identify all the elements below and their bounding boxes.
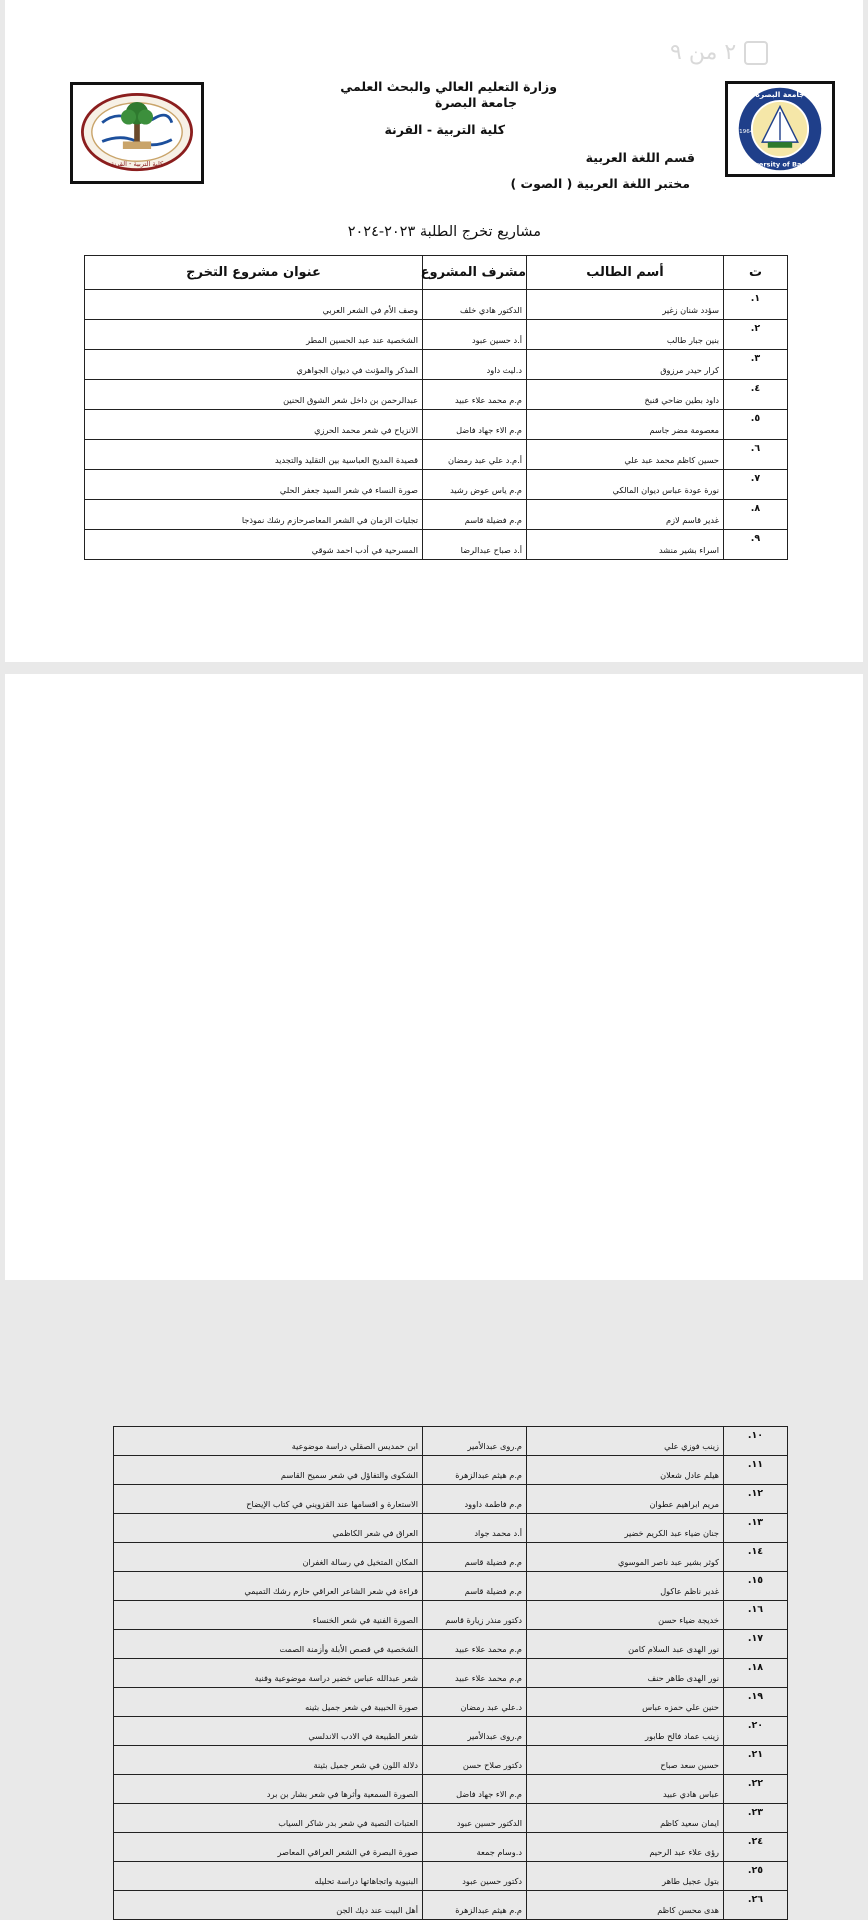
table-row — [114, 1775, 788, 1804]
row-number: ١٤. — [724, 1543, 788, 1572]
supervisor-name: م.روى عبدالأمير — [423, 1717, 527, 1746]
table-row — [114, 1630, 788, 1659]
ministry-name: وزارة التعليم العالي والبحث العلمي — [340, 79, 557, 94]
supervisor-name: دكتور صلاح حسن — [423, 1746, 527, 1775]
supervisor-name: د.ليث داود — [423, 350, 527, 380]
student-name: حسين كاظم محمد عبد علي — [527, 440, 724, 470]
student-name: حنين علي حمزه عباس — [527, 1688, 724, 1717]
supervisor-name: م.م هيثم عبدالزهرة — [423, 1456, 527, 1485]
column-header-supervisor: مشرف المشروع — [423, 256, 527, 290]
table-row — [85, 380, 788, 410]
row-number: ١٥. — [724, 1572, 788, 1601]
table-row — [114, 1601, 788, 1630]
project-title: الصورة السمعية وأثرها في شعر بشار بن برد — [114, 1775, 423, 1804]
row-number: ١٣. — [724, 1514, 788, 1543]
project-title: الشخصية عند عبد الحسين المطر — [85, 320, 423, 350]
supervisor-name: أ.د صباح عبدالرضا — [423, 530, 527, 560]
table-row — [114, 1862, 788, 1891]
row-number: ٤. — [724, 380, 788, 410]
university-logo — [725, 81, 835, 177]
student-name: نور الهدى عبد السلام كامن — [527, 1630, 724, 1659]
table-row — [85, 350, 788, 380]
supervisor-name: م.م الاء جهاد فاضل — [423, 1775, 527, 1804]
supervisor-name: م.م محمد علاء عبيد — [423, 1630, 527, 1659]
project-title: صورة النساء في شعر السيد جعفر الحلي — [85, 470, 423, 500]
table-row — [85, 530, 788, 560]
row-number: ١٩. — [724, 1688, 788, 1717]
project-title: العتبات النصية في شعر بدر شاكر السياب — [114, 1804, 423, 1833]
row-number: ٢٠. — [724, 1717, 788, 1746]
project-title: المسرحية في أدب احمد شوقي — [85, 530, 423, 560]
college-name: كلية التربية - القرنة — [384, 122, 505, 137]
table-header-row — [85, 256, 788, 290]
project-title: أهل البيت عند ديك الجن — [114, 1891, 423, 1920]
project-title: قراءة في شعر الشاعر العراقي حازم رشك التميمي — [114, 1572, 423, 1601]
project-title: صورة الحبيبة في شعر جميل بثينه — [114, 1688, 423, 1717]
row-number: ٣. — [724, 350, 788, 380]
supervisor-name: م.م ياس عوض رشيد — [423, 470, 527, 500]
table-row — [114, 1485, 788, 1514]
supervisor-name: د.وسام جمعة — [423, 1833, 527, 1862]
document-title: مشاريع تخرج الطلبة ٢٠٢٣-٢٠٢٤ — [347, 224, 541, 240]
project-title: شعر عبدالله عباس خضير دراسة موضوعية وفنية — [114, 1659, 423, 1688]
student-name: هدى محسن كاظم — [527, 1891, 724, 1920]
student-name: زينب عماد فالح طابور — [527, 1717, 724, 1746]
project-title: الانزياح في شعر محمد الحرزي — [85, 410, 423, 440]
student-name: جنان ضياء عبد الكريم خضير — [527, 1514, 724, 1543]
supervisor-name: أ.م.د علي عبد رمضان — [423, 440, 527, 470]
row-number: ٩. — [724, 530, 788, 560]
row-number: ٧. — [724, 470, 788, 500]
table-row — [85, 500, 788, 530]
table-row — [114, 1717, 788, 1746]
row-number: ٢٥. — [724, 1862, 788, 1891]
table-row — [114, 1514, 788, 1543]
row-number: ٦. — [724, 440, 788, 470]
row-number: ٢. — [724, 320, 788, 350]
student-name: سؤدد شنان زغير — [527, 290, 724, 320]
row-number: ٢٢. — [724, 1775, 788, 1804]
row-number: ١٧. — [724, 1630, 788, 1659]
row-number: ٢١. — [724, 1746, 788, 1775]
university-logo-year: 1964 — [739, 128, 754, 135]
supervisor-name: أ.د حسين عبود — [423, 320, 527, 350]
table-row — [114, 1688, 788, 1717]
supervisor-name: د.علي عبد رمضان — [423, 1688, 527, 1717]
column-header-student: أسم الطالب — [527, 256, 724, 290]
row-number: ٨. — [724, 500, 788, 530]
column-header-num: ت — [724, 256, 788, 290]
supervisor-name: م.م هيثم عبدالزهرة — [423, 1891, 527, 1920]
page-indicator-text: ٢ من ٩ — [670, 40, 737, 65]
project-title: المذكر والمؤنث في ديوان الجواهري — [85, 350, 423, 380]
university-logo-english-text: University of Basrah — [742, 160, 818, 169]
university-logo-arabic-text: جامعة البصرة — [755, 90, 805, 100]
project-title: صورة البصرة في الشعر العراقي المعاصر — [114, 1833, 423, 1862]
project-title: وصف الأم في الشعر العربي — [85, 290, 423, 320]
table-row — [85, 410, 788, 440]
table-row — [114, 1746, 788, 1775]
supervisor-name: م.م فضيلة قاسم — [423, 1572, 527, 1601]
project-title: البنيوية واتجاهاتها دراسة تحليله — [114, 1862, 423, 1891]
lab-name: مختبر اللغة العربية ( الصوت ) — [510, 176, 690, 191]
student-name: كوثر بشير عبد ناصر الموسوي — [527, 1543, 724, 1572]
university-name: جامعة البصرة — [435, 95, 517, 110]
student-name: عباس هادي عبيد — [527, 1775, 724, 1804]
row-number: ١١. — [724, 1456, 788, 1485]
table-row — [85, 440, 788, 470]
table-row — [114, 1456, 788, 1485]
table-row — [114, 1833, 788, 1862]
supervisor-name: م.م فضيلة قاسم — [423, 500, 527, 530]
student-name: زينب فوزي علي — [527, 1427, 724, 1456]
table-row — [85, 470, 788, 500]
student-name: خديجة ضياء حسن — [527, 1601, 724, 1630]
student-name: معصومة مضر جاسم — [527, 410, 724, 440]
student-name: رؤى علاء عبد الرحيم — [527, 1833, 724, 1862]
table-row — [85, 320, 788, 350]
university-emblem-icon — [728, 84, 832, 174]
document-page-1 — [5, 0, 863, 662]
row-number: ١. — [724, 290, 788, 320]
project-title: الاستعارة و اقسامها عند القزويني في كتاب الإيضاح — [114, 1485, 423, 1514]
student-name: اسراء بشير منشد — [527, 530, 724, 560]
college-emblem-icon — [73, 85, 201, 181]
project-title: الشكوى والتفاؤل في شعر سميح القاسم — [114, 1456, 423, 1485]
project-title: الصورة الفنية في شعر الخنساء — [114, 1601, 423, 1630]
student-name: مريم ابراهيم عطوان — [527, 1485, 724, 1514]
supervisor-name: دكتور منذر زيارة قاسم — [423, 1601, 527, 1630]
row-number: ٢٦. — [724, 1891, 788, 1920]
student-name: بتول عجيل طاهر — [527, 1862, 724, 1891]
supervisor-name: دكتور حسين عبود — [423, 1862, 527, 1891]
supervisor-name: أ.د محمد جواد — [423, 1514, 527, 1543]
row-number: ١٨. — [724, 1659, 788, 1688]
column-header-project: عنوان مشروع التخرج — [85, 256, 423, 290]
supervisor-name: م.م محمد علاء عبيد — [423, 380, 527, 410]
row-number: ٢٤. — [724, 1833, 788, 1862]
student-name: نورة عودة عباس ديوان المالكي — [527, 470, 724, 500]
row-number: ١٦. — [724, 1601, 788, 1630]
table-row — [114, 1891, 788, 1920]
document-page-2 — [5, 674, 863, 1915]
supervisor-name: م.م الاء جهاد فاضل — [423, 410, 527, 440]
student-name: حسين سعد صباح — [527, 1746, 724, 1775]
student-name: هيلم عادل شعلان — [527, 1456, 724, 1485]
department-name: قسم اللغة العربية — [585, 150, 695, 165]
student-name: ايمان سعيد كاظم — [527, 1804, 724, 1833]
project-title: العراق في شعر الكاظمي — [114, 1514, 423, 1543]
row-number: ١٠. — [724, 1427, 788, 1456]
table-row — [114, 1804, 788, 1833]
table-row — [114, 1543, 788, 1572]
row-number: ١٢. — [724, 1485, 788, 1514]
college-logo-caption: كلية التربية - القرنة — [110, 159, 164, 168]
student-name: داود بطين ضاحي قنبخ — [527, 380, 724, 410]
table-row — [114, 1572, 788, 1601]
supervisor-name: الدكتور حسين عبود — [423, 1804, 527, 1833]
student-name: غدير قاسم لازم — [527, 500, 724, 530]
table-row — [114, 1659, 788, 1688]
project-title: ابن حمديس الصقلي دراسة موضوعية — [114, 1427, 423, 1456]
table-row — [85, 290, 788, 320]
projects-table-1 — [84, 255, 788, 560]
supervisor-name: م.م محمد علاء عبيد — [423, 1659, 527, 1688]
student-name: نور الهدى طاهر حنف — [527, 1659, 724, 1688]
project-title: قصيدة المديح العباسية بين التقليد والتجديد — [85, 440, 423, 470]
supervisor-name: م.روى عبدالأمير — [423, 1427, 527, 1456]
student-name: بنين جبار طالب — [527, 320, 724, 350]
supervisor-name: الدكتور هادي خلف — [423, 290, 527, 320]
student-name: كرار حيدر مرزوق — [527, 350, 724, 380]
row-number: ٥. — [724, 410, 788, 440]
project-title: الشخصية في قصص الأبلة وأزمنة الصمت — [114, 1630, 423, 1659]
student-name: غدير ناظم عاكول — [527, 1572, 724, 1601]
project-title: عبدالرحمن بن داخل شعر الشوق الحنين — [85, 380, 423, 410]
project-title: تجليات الزمان في الشعر المعاصرحازم رشك نموذجا — [85, 500, 423, 530]
page-indicator — [670, 40, 768, 65]
projects-table-2 — [113, 1426, 788, 1920]
supervisor-name: م.م فاطمة داوود — [423, 1485, 527, 1514]
project-title: دلالة اللون في شعر جميل بثينة — [114, 1746, 423, 1775]
college-logo — [70, 82, 204, 184]
project-title: المكان المتخيل في رسالة الغفران — [114, 1543, 423, 1572]
row-number: ٢٣. — [724, 1804, 788, 1833]
supervisor-name: م.م فضيلة قاسم — [423, 1543, 527, 1572]
project-title: شعر الطبيعة في الادب الاندلسي — [114, 1717, 423, 1746]
table-row — [114, 1427, 788, 1456]
page-icon — [744, 41, 768, 65]
